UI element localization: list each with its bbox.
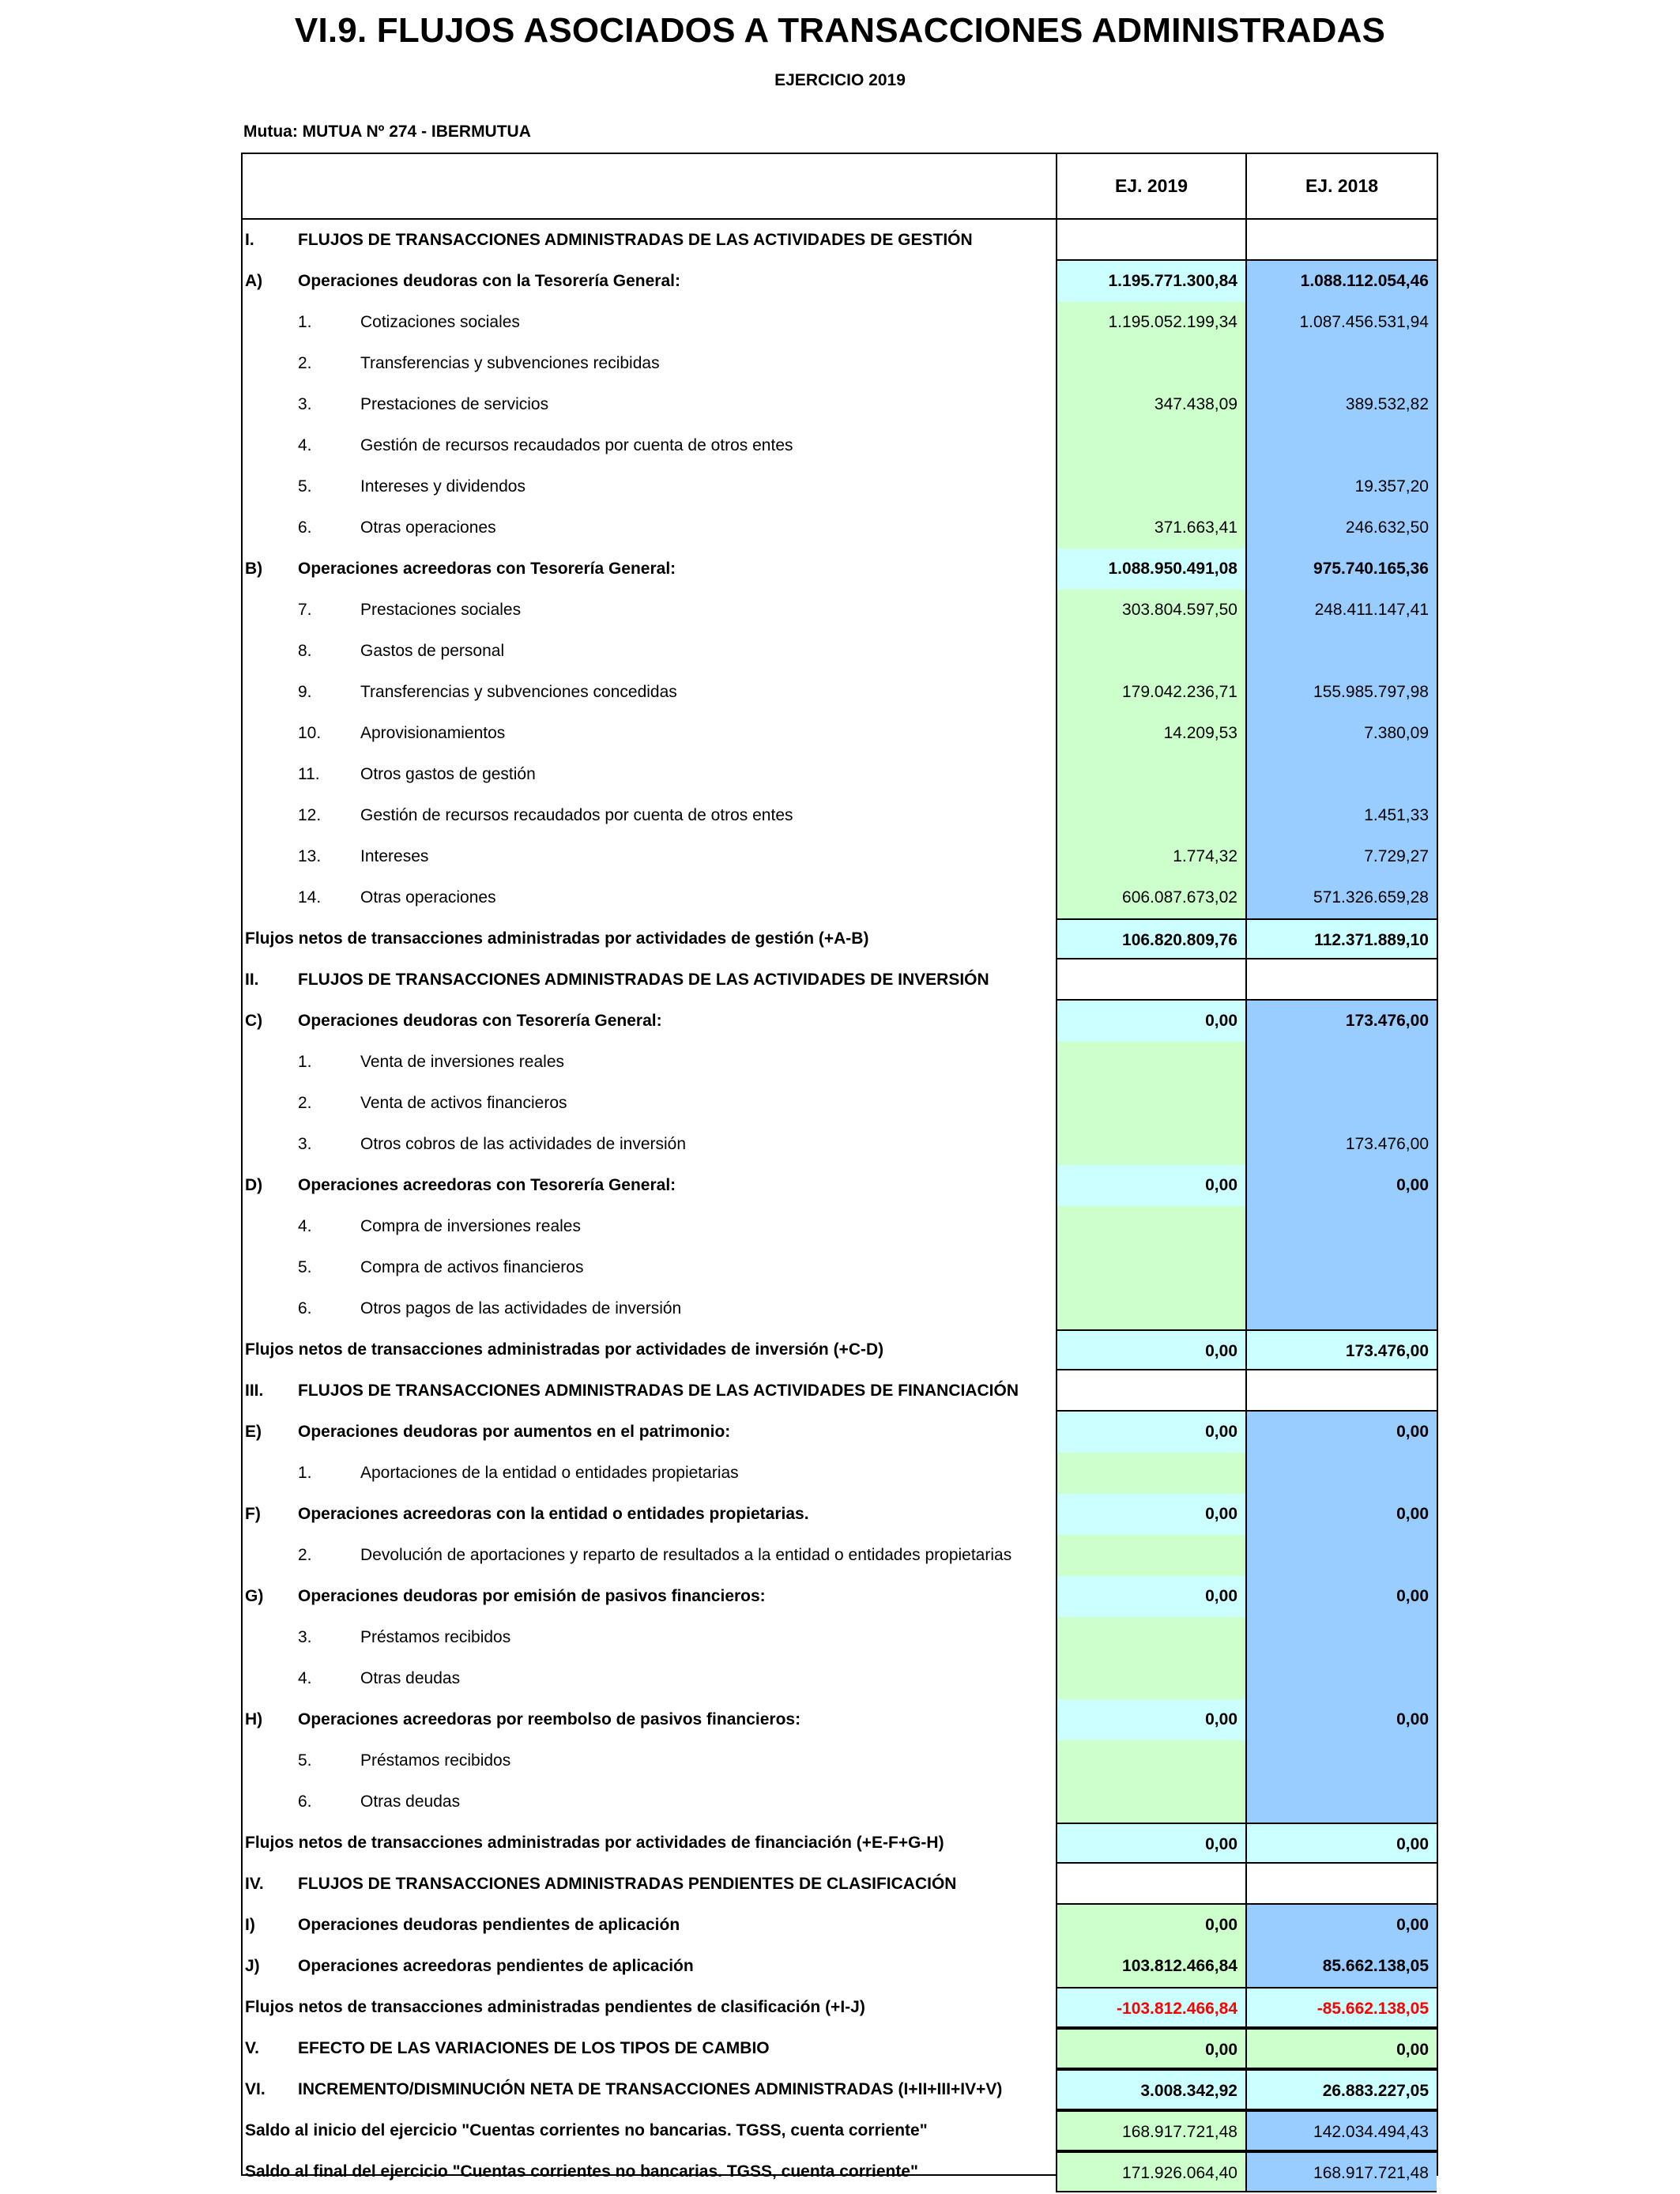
value-2018: 0,00 [1247, 1576, 1437, 1617]
table-row [243, 1781, 1437, 1823]
row-number: 4. [298, 1669, 312, 1687]
value-2019: 0,00 [1056, 1699, 1247, 1740]
value-2019 [1056, 754, 1247, 795]
row-label: Otras operaciones [360, 518, 496, 537]
value-2018: 112.371.889,10 [1247, 918, 1437, 959]
value-2019: 168.917.721,48 [1056, 2110, 1247, 2151]
value-2019 [1056, 959, 1247, 1001]
table-row [243, 672, 1437, 713]
value-2019: 0,00 [1056, 1823, 1247, 1864]
row-code: I) [245, 1916, 255, 1934]
value-2019 [1056, 1370, 1247, 1412]
row-label: Flujos netos de transacciones administradas pendientes de clasificación (+I-J) [245, 1998, 865, 2016]
value-2019 [1056, 1781, 1247, 1823]
row-label: FLUJOS DE TRANSACCIONES ADMINISTRADAS PENDIENTES DE CLASIFICACIÓN [298, 1875, 957, 1893]
value-2018 [1247, 1288, 1437, 1329]
value-2019: 0,00 [1056, 2028, 1247, 2069]
row-label: Operaciones acreedoras pendientes de aplicación [298, 1957, 694, 1975]
row-label: Flujos netos de transacciones administradas por actividades de gestión (+A-B) [245, 929, 869, 948]
cash-flow-table [241, 153, 1438, 2182]
value-2019: 347.438,09 [1056, 384, 1247, 425]
row-number: 10. [298, 724, 322, 742]
row-label: Operaciones deudoras con Tesorería General: [298, 1012, 662, 1030]
value-2019 [1056, 1083, 1247, 1124]
row-label: Prestaciones de servicios [360, 395, 549, 413]
row-label: Venta de activos financieros [360, 1094, 567, 1112]
table-row [243, 425, 1437, 466]
row-number: 6. [298, 1299, 312, 1318]
table-row [243, 1206, 1437, 1247]
row-number: 1. [298, 1464, 312, 1482]
table-row [243, 1823, 1437, 1864]
table-row [243, 507, 1437, 548]
row-label: Otros cobros de las actividades de inversión [360, 1135, 687, 1153]
row-label: Otros pagos de las actividades de inversión [360, 1299, 682, 1318]
table-row [243, 466, 1437, 507]
page-subtitle: EJERCICIO 2019 [774, 71, 906, 89]
value-2018 [1247, 343, 1437, 384]
row-code: A) [245, 272, 263, 290]
table-row [243, 343, 1437, 384]
table-row [243, 1864, 1437, 1905]
row-label: FLUJOS DE TRANSACCIONES ADMINISTRADAS DE LAS ACTIVIDADES DE GESTIÓN [298, 231, 973, 249]
table-row [243, 1124, 1437, 1165]
table-row [243, 1165, 1437, 1206]
page-title: VI.9. FLUJOS ASOCIADOS A TRANSACCIONES ADMINISTRADAS [294, 11, 1386, 50]
row-number: 8. [298, 642, 312, 660]
row-code: I. [245, 231, 254, 249]
row-label: Gestión de recursos recaudados por cuenta de otros entes [360, 806, 793, 824]
row-number: 4. [298, 1217, 312, 1235]
row-label: Saldo al inicio del ejercicio "Cuentas corrientes no bancarias. TGSS, cuenta corriente" [245, 2121, 928, 2139]
row-number: 3. [298, 1135, 312, 1153]
table-row [243, 2028, 1437, 2069]
value-2019 [1056, 1535, 1247, 1576]
row-number: 2. [298, 1094, 312, 1112]
table-row [243, 631, 1437, 672]
row-code: II. [245, 971, 259, 989]
value-2019: 1.774,32 [1056, 836, 1247, 877]
value-2019 [1056, 466, 1247, 507]
value-2018: 142.034.494,43 [1247, 2110, 1437, 2151]
value-2018 [1247, 1864, 1437, 1905]
value-2019 [1056, 1617, 1247, 1658]
value-2018 [1247, 1781, 1437, 1823]
value-2019 [1056, 1740, 1247, 1781]
row-number: 5. [298, 477, 312, 496]
value-2019: 1.088.950.491,08 [1056, 548, 1247, 590]
row-code: F) [245, 1505, 261, 1523]
value-2019 [1056, 1247, 1247, 1288]
row-label: Cotizaciones sociales [360, 313, 520, 331]
value-2018: 0,00 [1247, 1165, 1437, 1206]
value-2018: 0,00 [1247, 1699, 1437, 1740]
value-2018: 7.380,09 [1247, 713, 1437, 754]
row-label: Gastos de personal [360, 642, 505, 660]
row-label: Aportaciones de la entidad o entidades propietarias [360, 1464, 739, 1482]
value-2019 [1056, 1658, 1247, 1699]
column-header-2019: EJ. 2019 [1056, 154, 1247, 218]
row-number: 6. [298, 518, 312, 537]
value-2019: 1.195.052.199,34 [1056, 302, 1247, 343]
value-2019 [1056, 1864, 1247, 1905]
row-number: 6. [298, 1793, 312, 1811]
table-row [243, 754, 1437, 795]
table-row [243, 1905, 1437, 1946]
table-row [243, 2151, 1437, 2192]
row-number: 11. [298, 765, 320, 783]
row-code: D) [245, 1176, 263, 1194]
row-label: Otras deudas [360, 1669, 461, 1687]
table-row [243, 1083, 1437, 1124]
value-2019: 106.820.809,76 [1056, 918, 1247, 959]
row-code: B) [245, 560, 263, 578]
row-label: Operaciones deudoras pendientes de aplicación [298, 1916, 680, 1934]
value-2019: 0,00 [1056, 1905, 1247, 1946]
row-code: VI. [245, 2080, 266, 2098]
value-2019: 0,00 [1056, 1576, 1247, 1617]
table-row [243, 1535, 1437, 1576]
row-label: EFECTO DE LAS VARIACIONES DE LOS TIPOS DE CAMBIO [298, 2039, 770, 2057]
row-label: Flujos netos de transacciones administradas por actividades de inversión (+C-D) [245, 1340, 884, 1359]
value-2019 [1056, 1206, 1247, 1247]
value-2019: -103.812.466,84 [1056, 1987, 1247, 2028]
row-label: Préstamos recibidos [360, 1751, 511, 1770]
table-row [243, 220, 1437, 261]
value-2019: 371.663,41 [1056, 507, 1247, 548]
table-row [243, 918, 1437, 959]
table-row [243, 2110, 1437, 2151]
row-code: J) [245, 1957, 260, 1975]
table-row [243, 302, 1437, 343]
row-code: E) [245, 1423, 262, 1441]
value-2018: 85.662.138,05 [1247, 1946, 1437, 1987]
value-2018: 168.917.721,48 [1247, 2151, 1437, 2192]
row-number: 5. [298, 1258, 312, 1276]
row-number: 1. [298, 313, 312, 331]
value-2018: 246.632,50 [1247, 507, 1437, 548]
value-2019 [1056, 220, 1247, 261]
value-2018: 7.729,27 [1247, 836, 1437, 877]
row-code: H) [245, 1710, 263, 1728]
table-row [243, 1699, 1437, 1740]
value-2019: 0,00 [1056, 1329, 1247, 1370]
column-header-2018: EJ. 2018 [1305, 175, 1379, 196]
row-number: 14. [298, 888, 322, 907]
row-code: IV. [245, 1875, 264, 1893]
row-label: Venta de inversiones reales [360, 1053, 564, 1071]
row-label: Compra de activos financieros [360, 1258, 584, 1276]
table-row [243, 1494, 1437, 1535]
value-2018 [1247, 425, 1437, 466]
table-row [243, 1370, 1437, 1412]
row-number: 1. [298, 1053, 312, 1071]
row-label: Otras operaciones [360, 888, 496, 907]
value-2019: 0,00 [1056, 1412, 1247, 1453]
value-2019: 14.209,53 [1056, 713, 1247, 754]
value-2018 [1247, 631, 1437, 672]
row-label: Devolución de aportaciones y reparto de resultados a la entidad o entidades propietarias [360, 1546, 1012, 1564]
table-row [243, 1001, 1437, 1042]
value-2019: 0,00 [1056, 1165, 1247, 1206]
table-row [243, 384, 1437, 425]
value-2018: 1.088.112.054,46 [1247, 261, 1437, 302]
value-2018 [1247, 1206, 1437, 1247]
value-2018 [1247, 1617, 1437, 1658]
value-2018 [1247, 220, 1437, 261]
table-row [243, 1987, 1437, 2028]
row-number: 9. [298, 683, 312, 701]
value-2018 [1247, 1658, 1437, 1699]
row-code: III. [245, 1382, 264, 1400]
row-label: Compra de inversiones reales [360, 1217, 581, 1235]
value-2019 [1056, 795, 1247, 836]
value-2018 [1247, 959, 1437, 1001]
value-2019: 0,00 [1056, 1001, 1247, 1042]
row-label: Operaciones deudoras con la Tesorería General: [298, 272, 680, 290]
value-2018: 173.476,00 [1247, 1329, 1437, 1370]
value-2018 [1247, 1740, 1437, 1781]
row-label: Intereses y dividendos [360, 477, 525, 496]
table-row [243, 1453, 1437, 1494]
row-number: 2. [298, 1546, 312, 1564]
value-2018 [1247, 1453, 1437, 1494]
row-number: 4. [298, 436, 312, 454]
value-2018: 173.476,00 [1247, 1001, 1437, 1042]
row-label: INCREMENTO/DISMINUCIÓN NETA DE TRANSACCIONES ADMINISTRADAS (I+II+III+IV+V) [298, 2080, 1003, 2098]
row-label: FLUJOS DE TRANSACCIONES ADMINISTRADAS DE LAS ACTIVIDADES DE INVERSIÓN [298, 971, 989, 989]
row-label: Aprovisionamientos [360, 724, 506, 742]
value-2018: 155.985.797,98 [1247, 672, 1437, 713]
table-row [243, 590, 1437, 631]
value-2018: 173.476,00 [1247, 1124, 1437, 1165]
value-2018 [1247, 1083, 1437, 1124]
table-row [243, 959, 1437, 1001]
row-label: Operaciones deudoras por aumentos en el patrimonio: [298, 1423, 731, 1441]
table-header [243, 154, 1437, 220]
table-row [243, 261, 1437, 302]
value-2019: 3.008.342,92 [1056, 2069, 1247, 2110]
row-label: Operaciones deudoras por emisión de pasivos financieros: [298, 1587, 766, 1605]
value-2018 [1247, 754, 1437, 795]
value-2018: 1.451,33 [1247, 795, 1437, 836]
value-2018: 19.357,20 [1247, 466, 1437, 507]
value-2018: 1.087.456.531,94 [1247, 302, 1437, 343]
value-2018: 975.740.165,36 [1247, 548, 1437, 590]
row-number: 12. [298, 806, 322, 824]
value-2018: 0,00 [1247, 1823, 1437, 1864]
value-2019 [1056, 631, 1247, 672]
row-number: 2. [298, 354, 312, 372]
table-row [243, 795, 1437, 836]
value-2018 [1247, 1370, 1437, 1412]
value-2018: 0,00 [1247, 1412, 1437, 1453]
table-row [243, 877, 1437, 918]
value-2018: 248.411.147,41 [1247, 590, 1437, 631]
row-label: Saldo al final del ejercicio "Cuentas corrientes no bancarias. TGSS, cuenta corriente" [245, 2162, 919, 2181]
value-2018: 0,00 [1247, 1494, 1437, 1535]
value-2019: 303.804.597,50 [1056, 590, 1247, 631]
value-2019: 171.926.064,40 [1056, 2151, 1247, 2192]
value-2019 [1056, 425, 1247, 466]
value-2019: 606.087.673,02 [1056, 877, 1247, 918]
table-row [243, 2069, 1437, 2110]
row-label: Operaciones acreedoras con la entidad o entidades propietarias. [298, 1505, 809, 1523]
row-number: 3. [298, 395, 312, 413]
table-row [243, 1740, 1437, 1781]
table-row [243, 1617, 1437, 1658]
row-label: Gestión de recursos recaudados por cuenta de otros entes [360, 436, 793, 454]
row-label: FLUJOS DE TRANSACCIONES ADMINISTRADAS DE LAS ACTIVIDADES DE FINANCIACIÓN [298, 1382, 1019, 1400]
table-row [243, 548, 1437, 590]
table-row [243, 713, 1437, 754]
value-2019: 1.195.771.300,84 [1056, 261, 1247, 302]
row-label: Prestaciones sociales [360, 601, 522, 619]
table-row [243, 1042, 1437, 1083]
value-2018 [1247, 1247, 1437, 1288]
value-2018: -85.662.138,05 [1247, 1987, 1437, 2028]
value-2019 [1056, 1124, 1247, 1165]
row-number: 13. [298, 847, 322, 865]
row-label: Otras deudas [360, 1793, 461, 1811]
row-code: G) [245, 1587, 264, 1605]
row-label: Flujos netos de transacciones administradas por actividades de financiación (+E-F+G-H) [245, 1834, 944, 1852]
value-2019 [1056, 1042, 1247, 1083]
value-2018 [1247, 1042, 1437, 1083]
row-label: Operaciones acreedoras por reembolso de pasivos financieros: [298, 1710, 801, 1728]
row-label: Otros gastos de gestión [360, 765, 536, 783]
row-code: V. [245, 2039, 259, 2057]
table-row [243, 1576, 1437, 1617]
table-row [243, 1946, 1437, 1987]
table-row [243, 1658, 1437, 1699]
row-label: Transferencias y subvenciones recibidas [360, 354, 660, 372]
table-row [243, 1288, 1437, 1329]
row-code: C) [245, 1012, 263, 1030]
row-number: 5. [298, 1751, 312, 1770]
row-label: Operaciones acreedoras con Tesorería General: [298, 560, 676, 578]
entity-label: Mutua: MUTUA Nº 274 - IBERMUTUA [243, 123, 531, 141]
table-row [243, 1329, 1437, 1370]
value-2019: 179.042.236,71 [1056, 672, 1247, 713]
row-number: 3. [298, 1628, 312, 1646]
value-2018: 26.883.227,05 [1247, 2069, 1437, 2110]
table-row [243, 1247, 1437, 1288]
value-2018: 0,00 [1247, 1905, 1437, 1946]
value-2018 [1247, 1535, 1437, 1576]
row-number: 7. [298, 601, 312, 619]
row-label: Intereses [360, 847, 429, 865]
value-2018: 571.326.659,28 [1247, 877, 1437, 918]
value-2018: 0,00 [1247, 2028, 1437, 2069]
row-label: Operaciones acreedoras con Tesorería General: [298, 1176, 676, 1194]
table-row [243, 836, 1437, 877]
table-row [243, 1412, 1437, 1453]
value-2019 [1056, 1453, 1247, 1494]
value-2019 [1056, 1288, 1247, 1329]
row-label: Préstamos recibidos [360, 1628, 511, 1646]
value-2019 [1056, 343, 1247, 384]
value-2018: 389.532,82 [1247, 384, 1437, 425]
value-2019: 103.812.466,84 [1056, 1946, 1247, 1987]
value-2019: 0,00 [1056, 1494, 1247, 1535]
row-label: Transferencias y subvenciones concedidas [360, 683, 677, 701]
